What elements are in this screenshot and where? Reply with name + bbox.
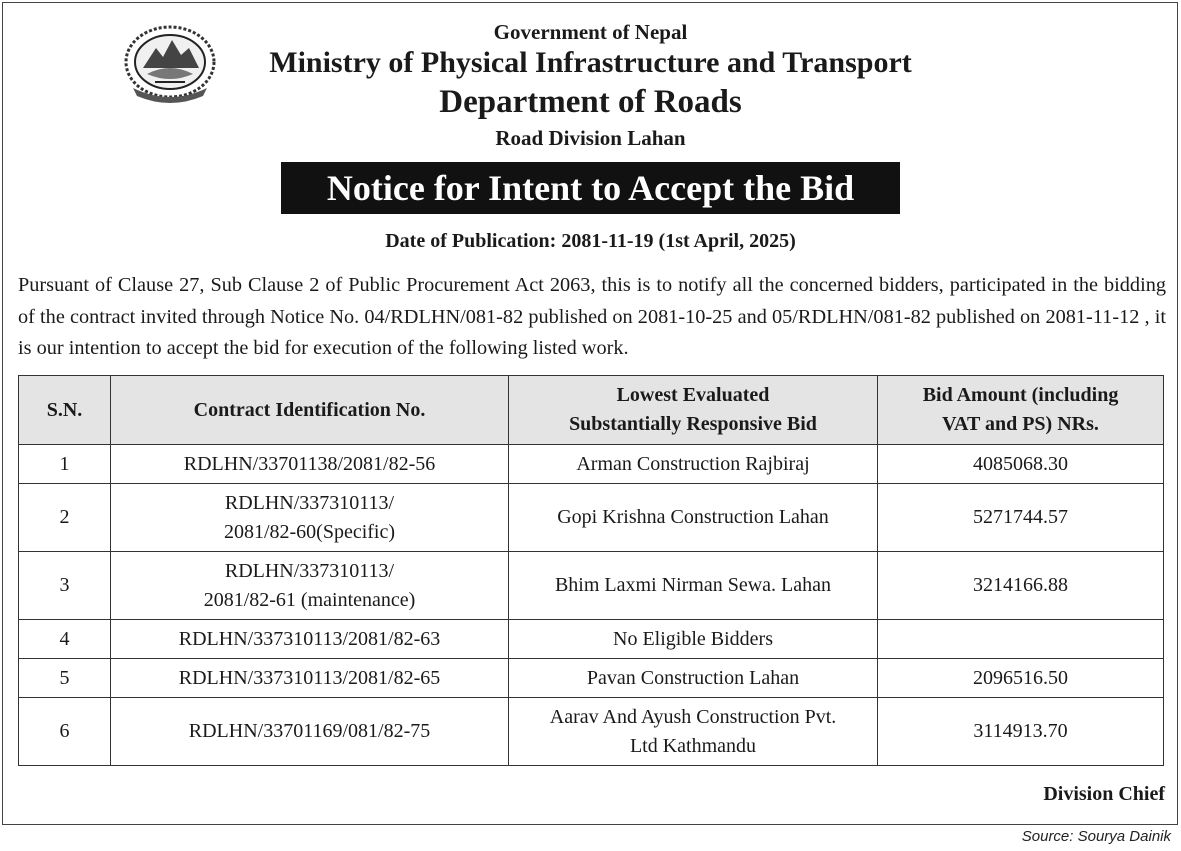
- contract-line1: RDLHN/337310113/: [224, 491, 395, 514]
- cell-bidder: [509, 484, 878, 552]
- cell-contract-id: [111, 552, 509, 620]
- cell-sn: 4: [19, 620, 111, 659]
- header-sn: S.N.: [19, 376, 111, 445]
- contract-line2: 2081/82-60(Specific): [223, 520, 396, 543]
- cell-amount: 5271744.57: [878, 484, 1164, 552]
- contract-line2: 2081/82-61 (maintenance): [203, 588, 416, 611]
- cell-sn: 2: [19, 484, 111, 552]
- source-credit: Source: Sourya Dainik: [1021, 828, 1171, 845]
- cell-bidder: [509, 620, 878, 659]
- cell-bidder: [509, 698, 878, 766]
- cell-bidder: [509, 659, 878, 698]
- cell-bidder: [509, 552, 878, 620]
- table-row: [19, 552, 1164, 620]
- header-department: Department of Roads: [439, 84, 742, 120]
- publication-date: Date of Publication: 2081-11-19 (1st April, 2025): [385, 230, 796, 252]
- cell-bidder: [509, 445, 878, 484]
- header-division: Road Division Lahan: [495, 126, 686, 150]
- signature: Division Chief: [1043, 783, 1165, 805]
- table-row: [19, 659, 1164, 698]
- notice-body: Pursuant of Clause 27, Sub Clause 2 of Public Procurement Act 2063, this is to notify all the concerned bidders, participated in the bidding of the contract invited through Notice No. 04/RDLHN/081-82 published on 2081-10-25 and 05/RDLHN/081-82 published on 2081-11-12 , it is our intention to accept the bid for execution of the following listed work.: [18, 274, 1166, 359]
- cell-amount: 3114913.70: [878, 698, 1164, 766]
- contract-line1: RDLHN/33701138/2081/82-56: [183, 452, 436, 475]
- bidder-line1: No Eligible Bidders: [613, 627, 773, 650]
- header-bidder-line1: Lowest Evaluated: [616, 384, 770, 406]
- header-bidder: [509, 376, 878, 445]
- cell-amount: 4085068.30: [878, 445, 1164, 484]
- contract-line1: RDLHN/337310113/2081/82-65: [178, 666, 441, 689]
- header-ministry: Ministry of Physical Infrastructure and Transport: [269, 46, 912, 79]
- cell-amount: 3214166.88: [878, 552, 1164, 620]
- cell-amount: 2096516.50: [878, 659, 1164, 698]
- cell-contract-id: [111, 445, 509, 484]
- bidder-line2: Ltd Kathmandu: [629, 734, 757, 757]
- cell-contract-id: [111, 659, 509, 698]
- header-amount-line1: Bid Amount (including: [922, 384, 1119, 406]
- bidder-line1: Pavan Construction Lahan: [586, 666, 800, 689]
- cell-sn: 3: [19, 552, 111, 620]
- bidder-line1: Gopi Krishna Construction Lahan: [557, 506, 829, 528]
- header-bidder-line2: Substantially Responsive Bid: [569, 413, 817, 435]
- table-row: [19, 698, 1164, 766]
- cell-amount: [878, 620, 1164, 659]
- bid-table: [18, 375, 1164, 766]
- table-header-row: [19, 376, 1164, 445]
- cell-sn: 1: [19, 445, 111, 484]
- header-amount-line2: VAT and PS) NRs.: [942, 413, 1099, 435]
- cell-contract-id: [111, 698, 509, 766]
- header-amount: [878, 376, 1164, 445]
- cell-contract-id: [111, 620, 509, 659]
- table-row: [19, 620, 1164, 659]
- cell-contract-id: [111, 484, 509, 552]
- header-government: Government of Nepal: [493, 20, 688, 44]
- contract-line1: RDLHN/337310113/2081/82-63: [178, 627, 441, 650]
- cell-sn: 5: [19, 659, 111, 698]
- table-row: [19, 484, 1164, 552]
- bidder-line1: Arman Construction Rajbiraj: [576, 452, 810, 475]
- bidder-line1: Bhim Laxmi Nirman Sewa. Lahan: [554, 574, 832, 596]
- header-contract-id: Contract Identification No.: [111, 376, 509, 445]
- contract-line1: RDLHN/337310113/: [224, 559, 395, 582]
- contract-line1: RDLHN/33701169/081/82-75: [188, 720, 431, 742]
- notice-title: Notice for Intent to Accept the Bid: [281, 162, 900, 214]
- cell-sn: 6: [19, 698, 111, 766]
- bidder-line1: Aarav And Ayush Construction Pvt.: [549, 705, 837, 728]
- table-row: [19, 445, 1164, 484]
